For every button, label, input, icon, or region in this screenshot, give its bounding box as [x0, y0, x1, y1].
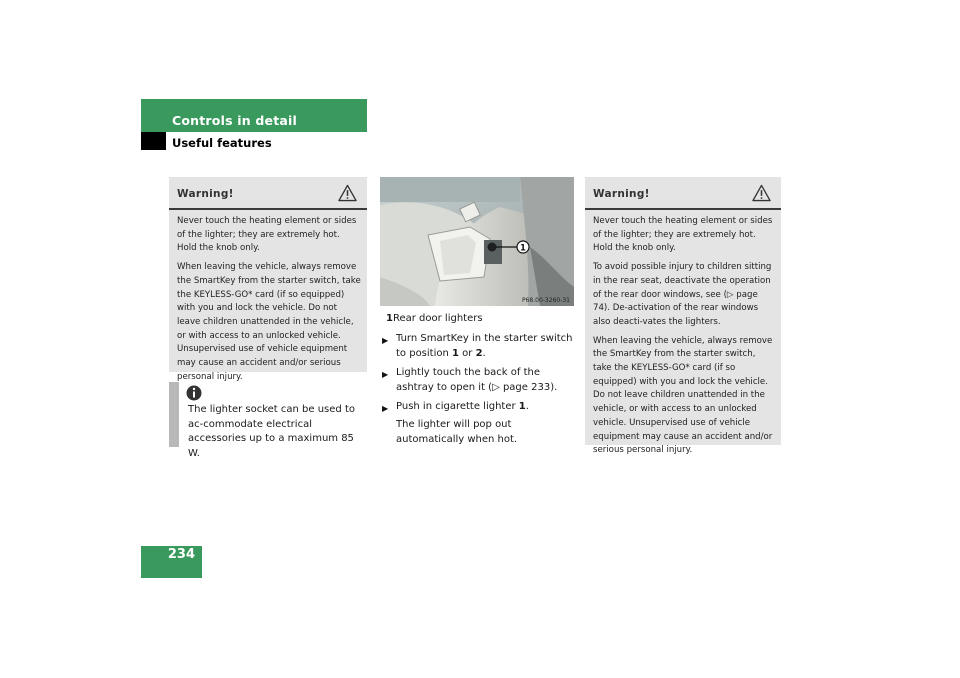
warning-title: Warning!	[593, 188, 650, 200]
caption-number: 1	[386, 313, 393, 324]
instruction-step: ▶ Push in cigarette lighter 1.	[382, 400, 577, 415]
warning-triangle-icon	[752, 184, 771, 202]
rear-door-lighter-photo	[380, 177, 574, 306]
warning-triangle-icon	[338, 184, 357, 202]
page-ref-arrow-icon: ▷	[492, 381, 500, 393]
figure-caption	[386, 312, 483, 327]
step-bullet-icon: ▶	[382, 370, 389, 379]
step-bullet-icon: ▶	[382, 404, 389, 413]
info-icon	[186, 385, 202, 401]
warning-paragraph: When leaving the vehicle, always remove the SmartKey from the starter switch, take the KEYLESS-GO* card (if so equipped) with you and lock the vehicle. Do not leave children unattended in the vehicle, or with access to an unlocked vehicle. Unsupervised use of vehicle equipment may cause an accident and/or serious personal injury.	[177, 262, 361, 382]
page-number: 234	[167, 547, 195, 562]
figure-code: P68.00-3260-31	[521, 297, 570, 304]
info-note-text: The lighter socket can be used to ac-commodate electrical accessories up to a maximum 85 W.	[188, 404, 355, 459]
instruction-step: ▶ Lightly touch the back of the ashtray to open it (▷ page 233).	[382, 367, 558, 393]
warning-paragraph: Never touch the heating element or sides of the lighter; they are extremely hot. Hold the knob only.	[177, 216, 357, 254]
instruction-step: ▶ Turn SmartKey in the starter switch to position 1 or 2.	[382, 333, 573, 359]
caption-text: Rear door lighters	[392, 313, 483, 324]
step-result-text: The lighter will pop out automatically when hot.	[396, 419, 518, 445]
warning-paragraph: Never touch the heating element or sides of the lighter; they are extremely hot. Hold the knob only.	[593, 216, 773, 254]
warning-paragraph: To avoid possible injury to children sitting in the rear seat, deactivate the operation of the rear door windows, see (▷ page 74). De-activation of the rear windows also deacti-vates the lighters.	[593, 262, 772, 327]
warning-box-left	[169, 177, 367, 382]
subsection-title: Useful features	[172, 136, 272, 150]
step-bullet-icon: ▶	[382, 336, 389, 345]
warning-title: Warning!	[177, 188, 234, 200]
warning-box-right	[585, 177, 781, 456]
header-marker	[141, 132, 166, 150]
warning-paragraph: When leaving the vehicle, always remove the SmartKey from the starter switch, take the KEYLESS-GO* card (if so equipped) with you and lock the vehicle. Do not leave children unattended in the vehicle, or with access to an unlocked vehicle. Unsupervised use of vehicle equipment may cause an accident and/or serious personal injury.	[593, 335, 773, 456]
info-bar	[169, 382, 179, 447]
section-title: Controls in detail	[172, 113, 298, 128]
callout-label: 1	[520, 243, 526, 254]
